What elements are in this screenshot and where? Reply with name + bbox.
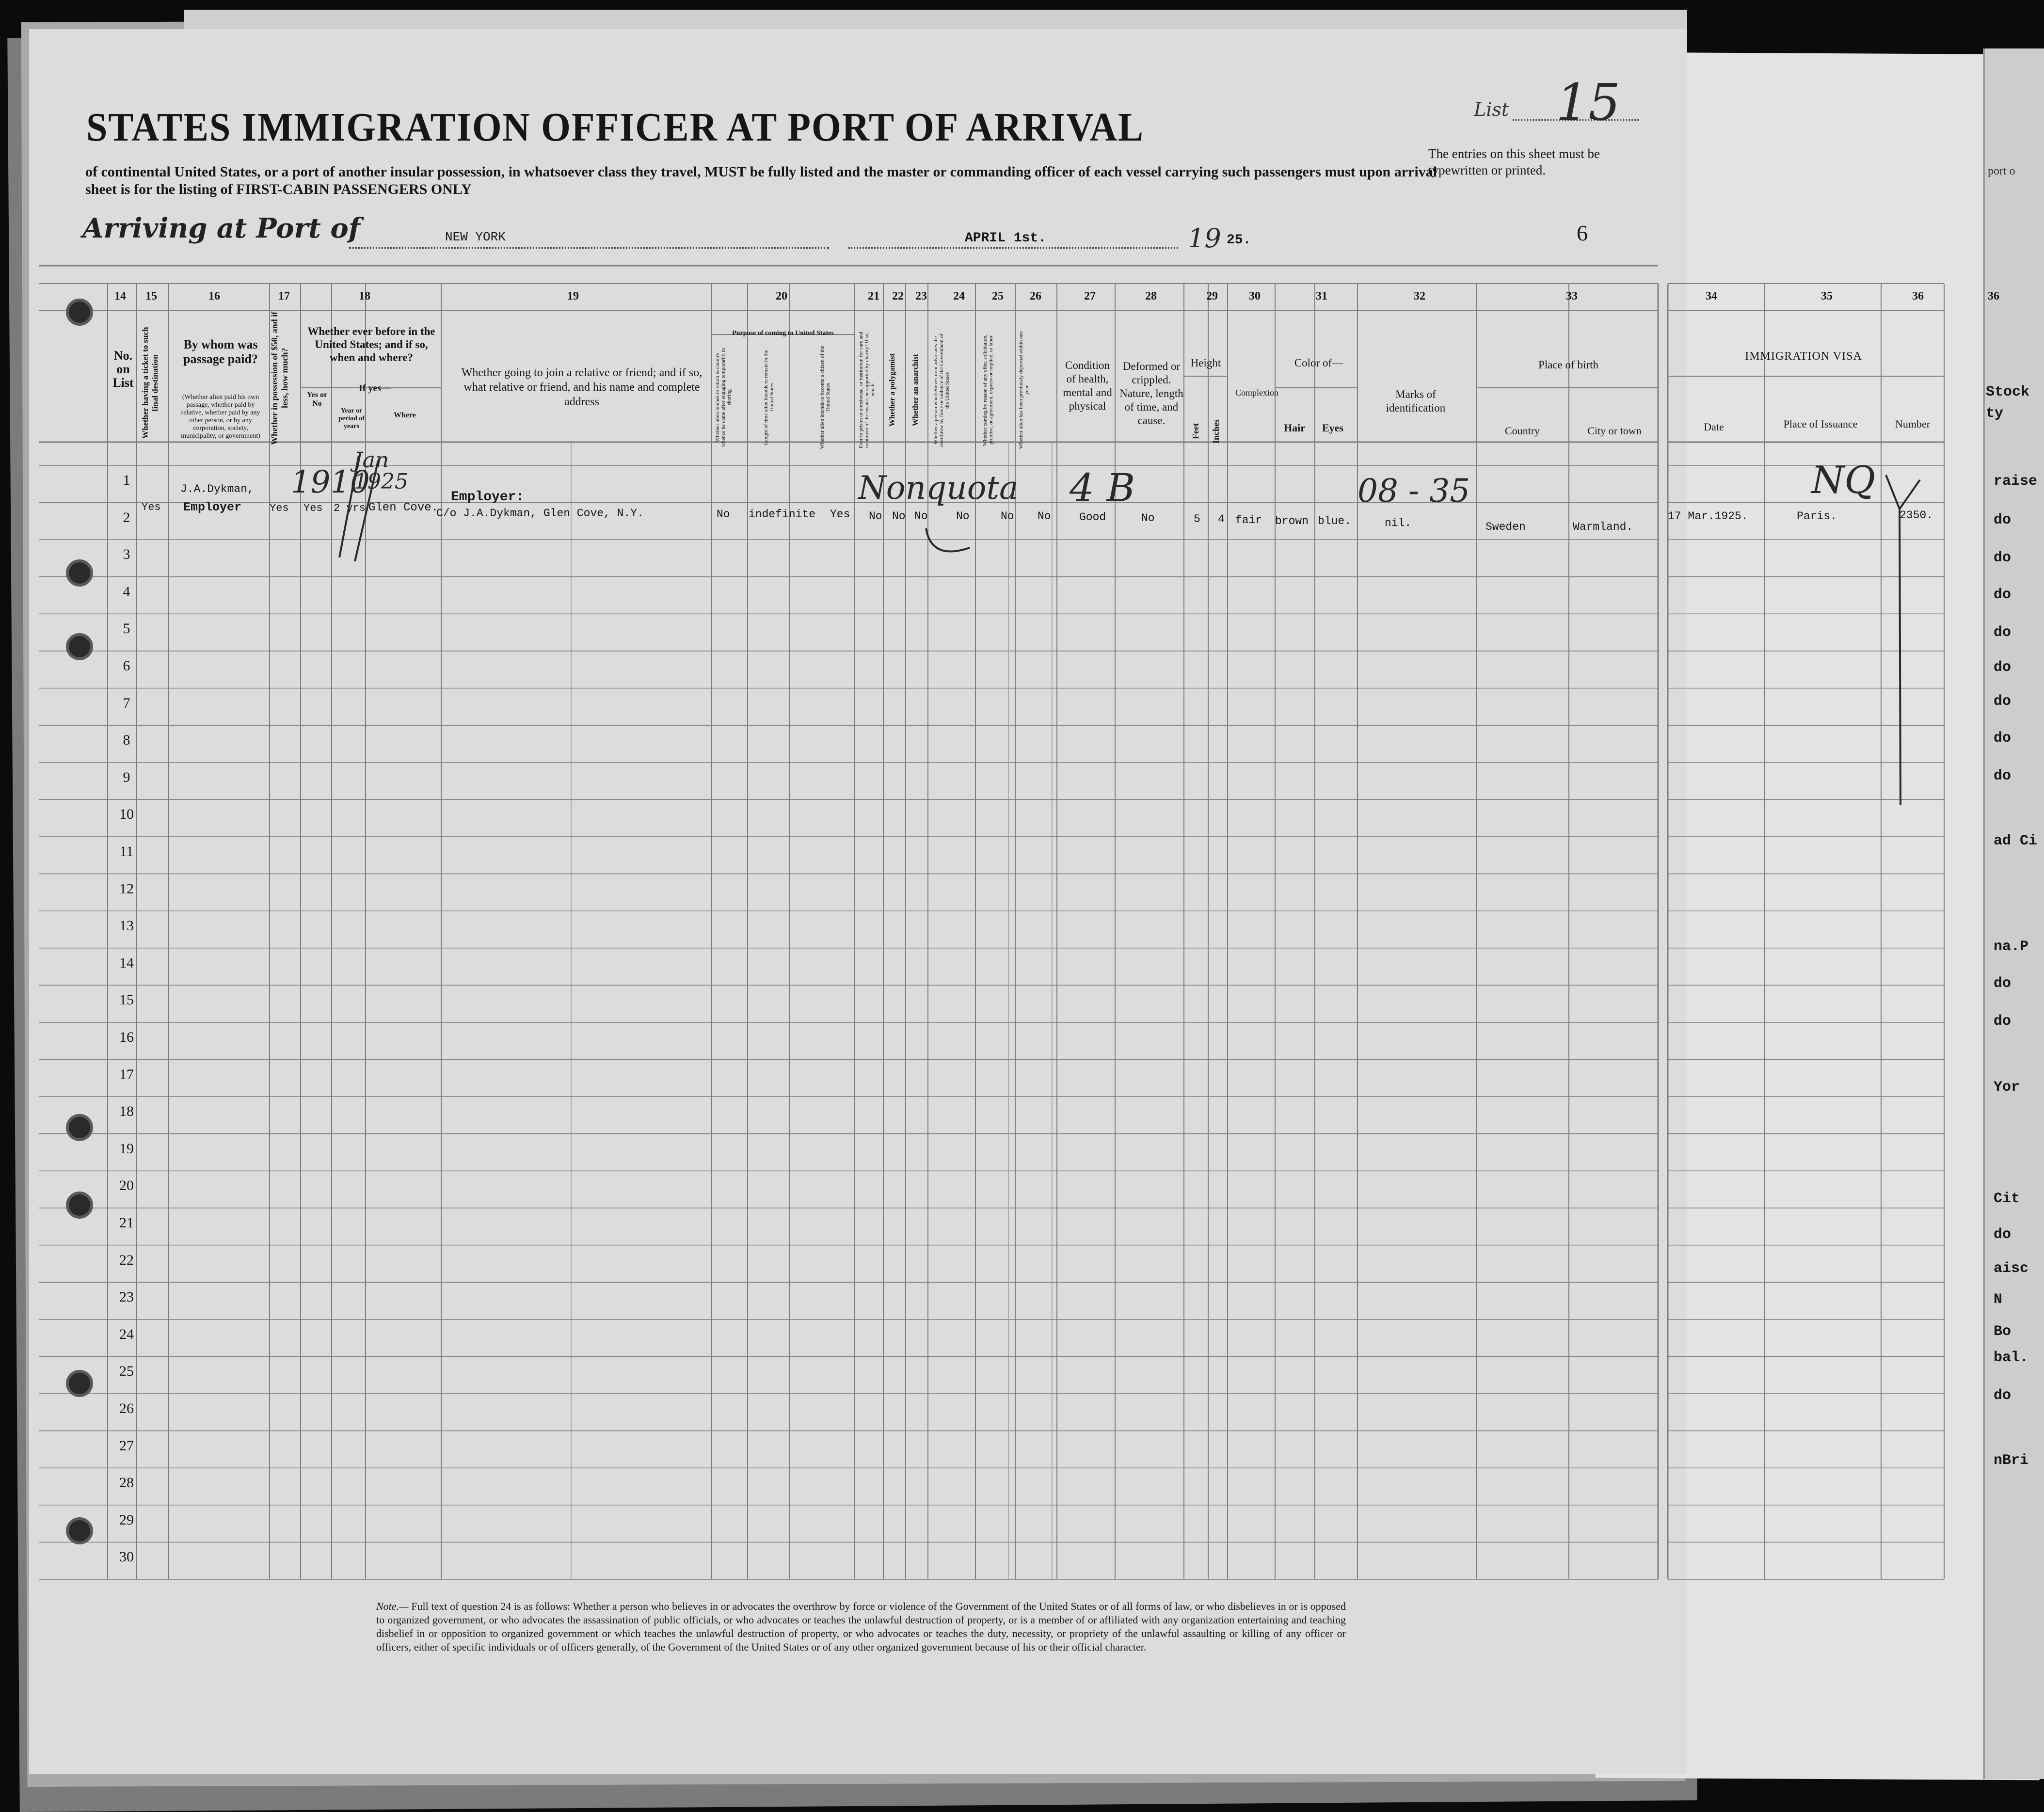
row-number: 30 <box>119 1549 134 1565</box>
column-number: 21 <box>868 290 879 302</box>
question-24-note <box>376 1600 1346 1654</box>
adjacent-header-fragment: ty <box>1986 405 2004 422</box>
subheader-country: Country <box>1504 425 1540 437</box>
adjacent-fragment: ad Ci <box>1994 833 2038 849</box>
column-number: 25 <box>992 290 1004 302</box>
year-suffix: 25. <box>1227 233 1251 248</box>
column-number: 36 <box>1988 290 1999 302</box>
entry-citizen: Yes <box>830 508 850 521</box>
adjacent-fragment: Bo <box>1994 1323 2012 1340</box>
entry-paid-by: Employer <box>183 500 242 514</box>
row-number: 9 <box>123 769 130 785</box>
row-number: 10 <box>119 806 134 823</box>
header-purpose-c: Whether alien intends to become a citizen of the United States <box>819 346 831 449</box>
header-health: Condition of health, mental and physical <box>1063 359 1112 412</box>
entry-visa-place: Paris. <box>1797 510 1837 523</box>
adjacent-header-fragment: Stock <box>1986 384 2030 400</box>
adjacent-fragment: do <box>1994 730 2012 747</box>
header-place-of-birth: Place of birth <box>1538 359 1598 371</box>
entry-ticket: Yes <box>142 501 161 513</box>
handwritten-code: 08 - 35 <box>1357 472 1470 509</box>
adjacent-fragment: do <box>1994 693 2012 710</box>
header-passage-note: (Whether alien paid his own passage, whether paid by relative, whether paid by any other person, or by any corporation, society, municipality, or government) <box>181 394 260 440</box>
adjacent-fragment: na.P <box>1994 938 2029 955</box>
intro-line: of continental United States, or a port of another insular possession, in whatsoever class they travel, MUST be fully listed and the master or commanding officer of each vessel carrying such passengers must upon arrival <box>85 164 1437 180</box>
binder-hole <box>66 559 93 587</box>
subheader-if-yes: If yes— <box>359 383 391 394</box>
row-number: 8 <box>123 732 130 748</box>
column-number: 17 <box>278 290 290 302</box>
header-prison: Ever in prison or almshouse, or institution for care and treatment of the insane, or supported by charity? If so, which <box>858 332 876 449</box>
page-number: 6 <box>1577 221 1588 245</box>
adjacent-fragment: do <box>1994 768 2012 784</box>
entry-overthrow: No <box>956 510 970 523</box>
note-label: Note.— <box>376 1600 409 1612</box>
row-number: 11 <box>119 843 134 859</box>
row-number: 13 <box>119 918 134 934</box>
header-list-number: No. on List <box>112 349 134 390</box>
header-anarchist: Whether an anarchist <box>911 354 920 427</box>
column-number: 35 <box>1821 290 1833 302</box>
row-number: 19 <box>119 1140 134 1157</box>
row-number: 25 <box>119 1363 134 1380</box>
row-number: 16 <box>119 1029 134 1045</box>
subheader-hair: Hair <box>1284 422 1305 434</box>
subheader-city: City or town <box>1587 425 1642 437</box>
column-number: 22 <box>892 290 904 302</box>
entry-city: Warmland. <box>1573 521 1633 533</box>
entry-fifty-dollars: Yes <box>270 502 289 514</box>
row-number: 15 <box>119 992 134 1008</box>
subheader-visa-number: Number <box>1895 418 1931 430</box>
entry-anarchist: No <box>914 510 928 523</box>
entry-visa-date: 17 Mar.1925. <box>1668 510 1748 523</box>
handwritten-mark <box>921 524 979 562</box>
entry-where: Glen Cove. <box>368 501 439 514</box>
row-number: 6 <box>123 658 130 674</box>
handwritten-jan-1925: Jan 1925 <box>354 448 408 494</box>
column-number: 31 <box>1316 290 1327 302</box>
adjacent-fragment: do <box>1994 587 2012 603</box>
entry-complexion: fair <box>1235 514 1262 526</box>
handwritten-4b: 4 B <box>1070 465 1135 510</box>
column-number: 32 <box>1414 290 1425 302</box>
entry-join-label: Employer: <box>451 490 525 505</box>
subheader-visa-place: Place of Issuance <box>1783 418 1858 430</box>
adjacent-fragment: nBri <box>1994 1452 2029 1469</box>
adjacent-fragment: do <box>1994 550 2012 566</box>
intro-line: sheet is for the listing of FIRST-CABIN PASSENGERS ONLY <box>85 181 472 197</box>
subheader-inches: Inches <box>1211 419 1221 444</box>
entry-period: 2 yrs <box>334 502 366 514</box>
entry-hair: brown <box>1275 515 1309 527</box>
binder-hole <box>66 1370 93 1397</box>
column-number: 19 <box>567 290 579 302</box>
subheader-year-period: Year or period of years <box>338 407 365 430</box>
port-value: NEW YORK <box>445 230 506 244</box>
row-number: 18 <box>119 1103 134 1120</box>
entry-feet: 5 <box>1194 513 1200 525</box>
year-prefix: 19 <box>1188 223 1221 254</box>
row-number: 23 <box>119 1289 134 1305</box>
adjacent-fragment: raise <box>1994 473 2038 490</box>
subheader-visa-date: Date <box>1704 421 1724 433</box>
row-number: 28 <box>119 1475 134 1491</box>
header-polygamist: Whether a polygamist <box>888 353 896 427</box>
handwritten-nq: NQ <box>1811 459 1876 502</box>
header-complexion: Complexion <box>1235 388 1278 397</box>
header-immigration-visa: IMMIGRATION VISA <box>1745 350 1862 363</box>
adjacent-side-text: port o <box>1988 165 2015 177</box>
row-number: 21 <box>119 1215 134 1231</box>
entry-prison: No <box>869 510 882 523</box>
binder-hole <box>66 1114 93 1141</box>
adjacent-fragment: Yor <box>1994 1079 2020 1096</box>
row-number: 3 <box>123 546 130 563</box>
adjacent-fragment: do <box>1994 512 2012 528</box>
row-number: 7 <box>123 695 130 711</box>
adjacent-fragment: bal. <box>1994 1350 2029 1366</box>
row-number: 26 <box>119 1400 134 1416</box>
adjacent-fragment: Cit <box>1994 1191 2020 1207</box>
header-purpose-b: Length of time alien intends to remain in the United States <box>763 350 775 445</box>
adjacent-fragment: N <box>1994 1291 2003 1308</box>
row-number: 20 <box>119 1177 134 1194</box>
entry-polygamist: No <box>892 510 906 523</box>
row-number: 12 <box>119 880 134 897</box>
binder-hole <box>66 1517 93 1544</box>
binder-hole <box>66 299 93 326</box>
row-number: 14 <box>119 954 134 971</box>
adjacent-fragment: do <box>1994 624 2012 641</box>
handwritten-1910: 1910 <box>291 464 370 500</box>
header-join-relative: Whether going to join a relative or friend; and if so, what relative or friend, and his name and complete address <box>461 366 703 408</box>
row-number: 1 <box>123 472 130 488</box>
row-number: 2 <box>123 509 130 525</box>
column-number: 28 <box>1145 290 1157 302</box>
row-number: 5 <box>123 620 130 637</box>
header-ever-before: Whether ever before in the United States; and if so, when and where? <box>307 325 435 364</box>
row-number: 29 <box>119 1511 134 1528</box>
entry-marks: nil. <box>1385 517 1412 529</box>
entry-deformed: No <box>1141 512 1155 525</box>
header-purpose-a: Whether alien intends to return to country whence he came after engaging temporarily in shoring <box>715 348 732 447</box>
typewritten-note: The entries on this sheet must be typewritten or printed. <box>1428 146 1600 177</box>
entry-health: Good <box>1079 511 1106 524</box>
column-number: 18 <box>359 290 370 302</box>
binder-hole <box>66 1192 93 1219</box>
entry-length-of-stay: indefinite <box>749 508 816 521</box>
list-label: List <box>1474 99 1509 120</box>
adjacent-fragment: do <box>1994 659 2012 676</box>
column-number: 36 <box>1912 290 1924 302</box>
column-number: 34 <box>1706 290 1717 302</box>
handwritten-arrow <box>1881 465 1925 814</box>
row-number: 22 <box>119 1252 134 1268</box>
list-number: 15 <box>1556 73 1621 132</box>
header-labor-offer: Whether coming by reason of any offer, solicitation, promise, or agreement, express or implied, to labor <box>982 334 994 446</box>
column-number: 24 <box>953 290 965 302</box>
column-number: 30 <box>1249 290 1261 302</box>
column-number: 27 <box>1084 290 1096 302</box>
note-text: Full text of question 24 is as follows: Whether a person who believes in or advocates the overthrow by force or violence of the Government of the United States or of all forms of law, or who disbelieves in or is opposed to organized government, or who advocates the assassination of public officials, or who advocates or teaches the unlawful destruction of property, or is a member of or affiliated with any organization entertaining and teaching disbelief in or opposition to organized government or which teaches the unlawful destruction of property, or who advocates or teaches the duty, necessity, or propriety of the unlawful assaulting or killing of any officer or officers, either of specific individuals or of officers generally, of the Government of the United States or of any other organized government because of his or their official character. <box>376 1600 1346 1653</box>
row-number: 4 <box>123 583 130 600</box>
row-number: 17 <box>119 1066 134 1082</box>
column-number: 29 <box>1206 290 1218 302</box>
header-passage-paid: By whom was passage paid? <box>183 337 258 366</box>
date-value: APRIL 1st. <box>965 231 1047 246</box>
column-number: 16 <box>208 290 220 302</box>
subheader-yes-no: Yes or No <box>306 391 328 408</box>
header-overthrow: Whether a person who believes in or advocates the overthrow by force or violence of the Government of the United States <box>933 334 950 447</box>
column-number: 26 <box>1030 290 1041 302</box>
row-number: 27 <box>119 1437 134 1454</box>
entry-join-address: C/o J.A.Dykman, Glen Cove, N.Y. <box>436 507 644 520</box>
binder-hole <box>66 633 93 660</box>
adjacent-fragment: do <box>1994 1226 2012 1243</box>
form-title: STATES IMMIGRATION OFFICER AT PORT OF ARRIVAL <box>86 105 1144 150</box>
adjacent-fragment: do <box>1994 975 2012 992</box>
handwritten-nonquota: Nonquota <box>858 469 1019 507</box>
entry-eyes: blue. <box>1318 515 1352 527</box>
subheader-where: Where <box>394 411 416 419</box>
column-number: 23 <box>915 290 927 302</box>
entry-return-country: No <box>717 508 730 521</box>
column-number: 20 <box>776 290 787 302</box>
arriving-label: Arriving at Port of <box>82 212 360 244</box>
header-marks: Marks of identification <box>1386 388 1446 414</box>
header-color-of: Color of— <box>1294 357 1343 369</box>
adjacent-fragment: aisc <box>1994 1260 2029 1277</box>
subheader-feet: Feet <box>1191 423 1200 440</box>
entry-visa-number: 2350. <box>1900 509 1933 522</box>
header-deported: Whether alien has been previously deported within one year <box>1018 331 1030 449</box>
subheader-eyes: Eyes <box>1322 422 1343 434</box>
header-deformed: Deformed or crippled. Nature, length of time, and cause. <box>1119 360 1183 427</box>
entry-country: Sweden <box>1485 521 1526 533</box>
column-number: 15 <box>145 290 157 302</box>
header-fifty-dollars: Whether in possession of $50, and if less, how much? <box>270 311 289 445</box>
column-number: 14 <box>114 290 126 302</box>
entry-ever-before: Yes <box>303 502 323 514</box>
row-number: 24 <box>119 1326 134 1342</box>
column-number: 33 <box>1566 290 1578 302</box>
entry-paid-by: J.A.Dykman, <box>180 483 254 495</box>
entry-labor-offer: No <box>1001 510 1014 523</box>
header-ticket: Whether having a ticket to such final destination <box>141 327 160 439</box>
header-height: Height <box>1190 357 1221 369</box>
entry-inches: 4 <box>1218 513 1225 525</box>
header-purpose: Purpose of coming to United States <box>732 330 834 337</box>
adjacent-fragment: do <box>1994 1013 2012 1030</box>
adjacent-fragment: do <box>1994 1387 2012 1404</box>
entry-deported: No <box>1038 510 1051 523</box>
